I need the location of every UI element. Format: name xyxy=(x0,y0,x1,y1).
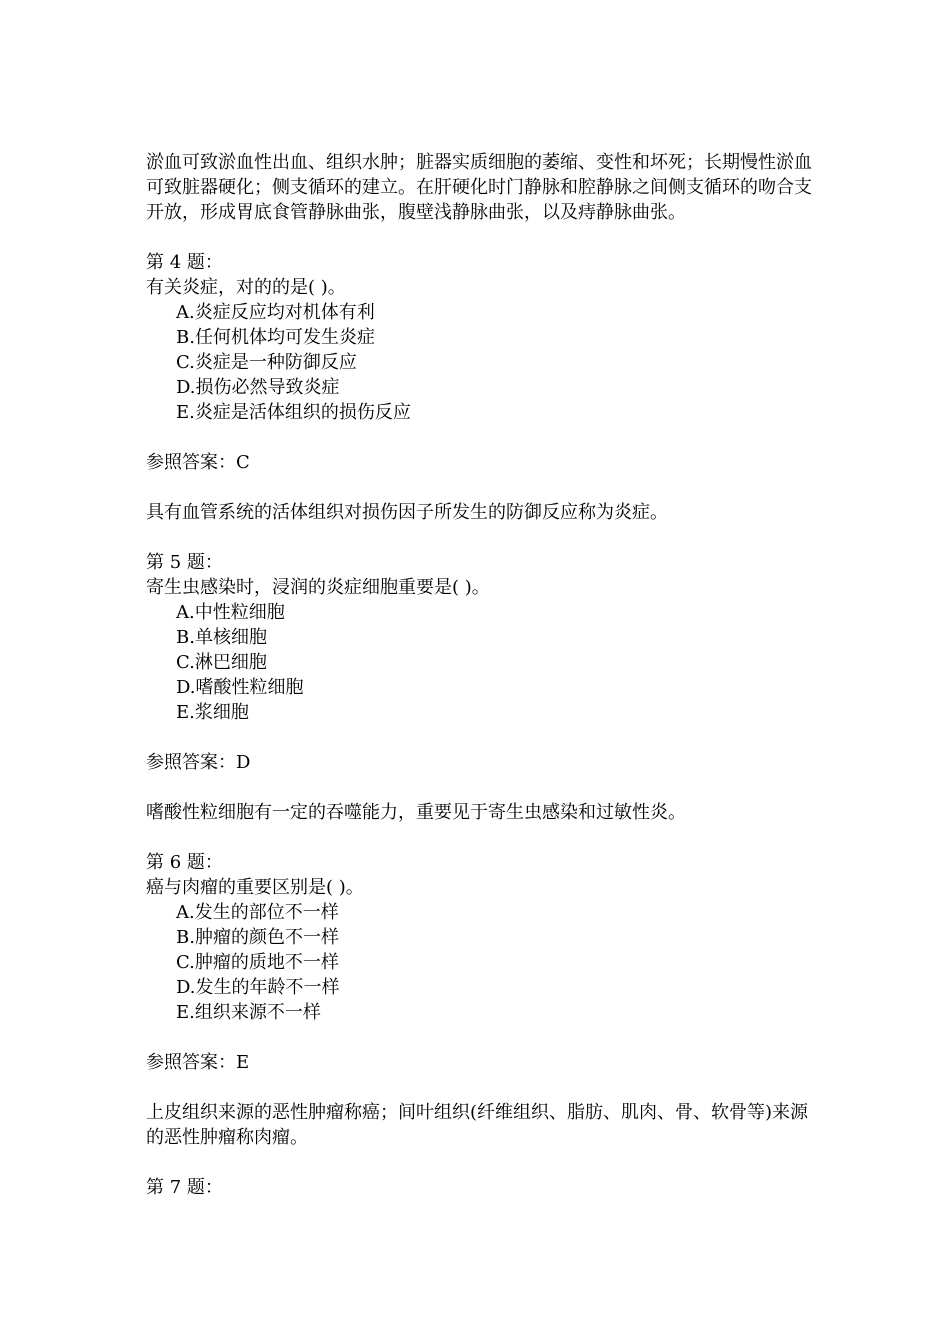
reference-answer: 参照答案：C xyxy=(146,452,250,473)
question-heading: 第 4 题： xyxy=(146,252,223,273)
option-a: A.中性粒细胞 xyxy=(176,602,285,623)
answer-explanation: 上皮组织来源的恶性肿瘤称癌；间叶组织(纤维组织、脂肪、肌肉、骨、软骨等)来源的恶性肿瘤称肉瘤。 xyxy=(146,1102,809,1148)
reference-answer: 参照答案：E xyxy=(146,1052,250,1073)
option-b: B.单核细胞 xyxy=(176,627,267,648)
question-6 xyxy=(146,850,816,1150)
option-c: C.炎症是一种防御反应 xyxy=(176,352,357,373)
intro-paragraph: 淤血可致淤血性出血、组织水肿；脏器实质细胞的萎缩、变性和坏死；长期慢性淤血可致脏器硬化；侧支循环的建立。在肝硬化时门静脉和腔静脉之间侧支循环的吻合支开放，形成胃底食管静脉曲张，腹壁浅静脉曲张，以及痔静脉曲张。 xyxy=(146,152,812,223)
option-d: D.损伤必然导致炎症 xyxy=(176,377,340,398)
question-5 xyxy=(146,550,816,825)
question-4 xyxy=(146,250,816,525)
option-c: C.淋巴细胞 xyxy=(176,652,267,673)
option-list xyxy=(146,900,816,1025)
option-e: E.浆细胞 xyxy=(176,702,249,723)
option-d: D.嗜酸性粒细胞 xyxy=(176,677,304,698)
option-d: D.发生的年龄不一样 xyxy=(176,977,340,998)
document-page xyxy=(146,150,816,1200)
question-stem: 癌与肉瘤的重要区别是( )。 xyxy=(146,877,364,898)
option-a: A.发生的部位不一样 xyxy=(176,902,339,923)
option-list xyxy=(146,600,816,725)
reference-answer: 参照答案：D xyxy=(146,752,251,773)
question-stem: 有关炎症，对的的是( )。 xyxy=(146,277,346,298)
answer-explanation: 具有血管系统的活体组织对损伤因子所发生的防御反应称为炎症。 xyxy=(146,502,668,523)
option-list xyxy=(146,300,816,425)
option-e: E.组织来源不一样 xyxy=(176,1002,321,1023)
option-c: C.肿瘤的质地不一样 xyxy=(176,952,339,973)
option-e: E.炎症是活体组织的损伤反应 xyxy=(176,402,411,423)
option-b: B.任何机体均可发生炎症 xyxy=(176,327,375,348)
question-heading: 第 6 题： xyxy=(146,852,223,873)
question-stem: 寄生虫感染时，浸润的炎症细胞重要是( )。 xyxy=(146,577,490,598)
answer-explanation: 嗜酸性粒细胞有一定的吞噬能力，重要见于寄生虫感染和过敏性炎。 xyxy=(146,802,686,823)
option-a: A.炎症反应均对机体有利 xyxy=(176,302,375,323)
option-b: B.肿瘤的颜色不一样 xyxy=(176,927,339,948)
next-question-heading: 第 7 题： xyxy=(146,1177,223,1198)
question-heading: 第 5 题： xyxy=(146,552,223,573)
